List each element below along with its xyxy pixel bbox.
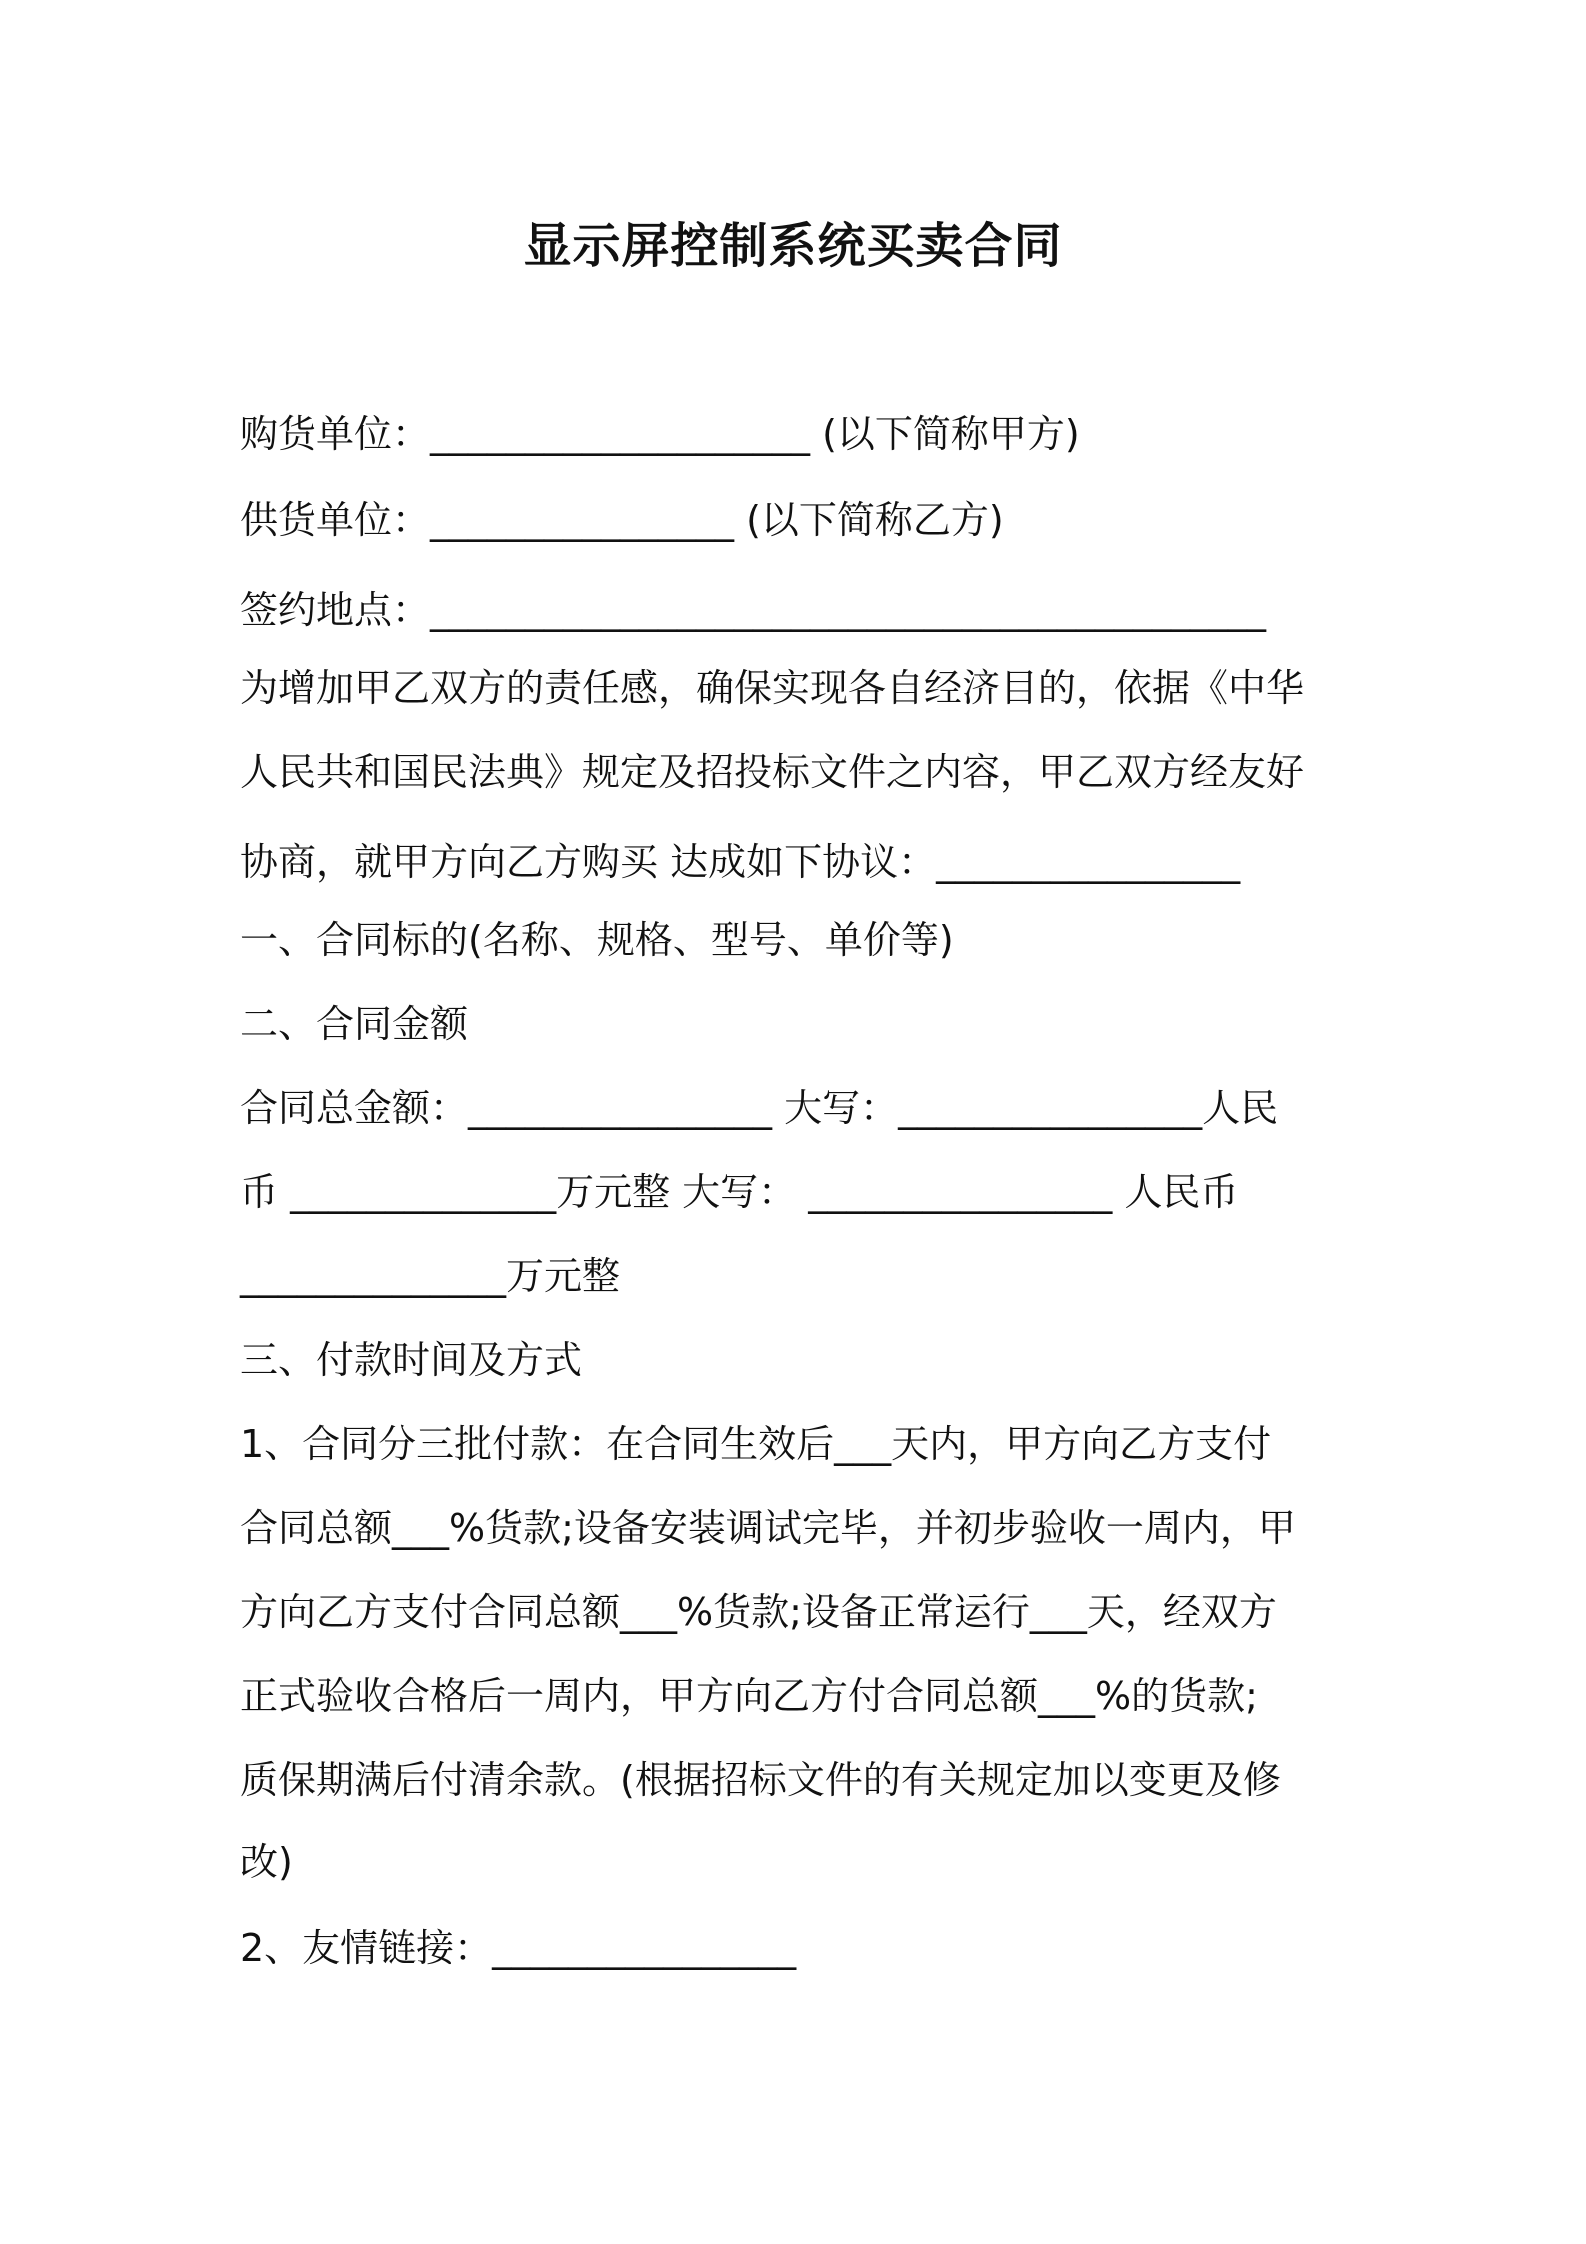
preamble-line-3: 协商，就甲方向乙方购买 达成如下协议：________________	[240, 840, 1241, 884]
payment-line-6: 改)	[240, 1840, 293, 1884]
section-2-heading: 二、合同金额	[240, 1002, 469, 1046]
supplier-line: 供货单位：________________ (以下简称乙方)	[240, 498, 1004, 542]
preamble-line-2: 人民共和国民法典》规定及招投标文件之内容，甲乙双方经友好	[240, 750, 1305, 794]
amount-words-end-line: ______________万元整	[240, 1254, 621, 1298]
buyer-line: 购货单位：____________________ (以下简称甲方)	[240, 412, 1080, 456]
payment-line-5: 质保期满后付清余款。(根据招标文件的有关规定加以变更及修	[240, 1758, 1281, 1802]
preamble-line-1: 为增加甲乙双方的责任感，确保实现各自经济目的，依据《中华	[240, 666, 1305, 710]
document-title: 显示屏控制系统买卖合同	[523, 218, 1063, 274]
payment-line-4: 正式验收合格后一周内，甲方向乙方付合同总额___%的货款;	[240, 1674, 1258, 1718]
payment-line-2: 合同总额___%货款;设备安装调试完毕，并初步验收一周内，甲	[240, 1506, 1296, 1550]
total-amount-line: 合同总金额：________________ 大写：________________人民	[240, 1086, 1279, 1130]
signing-place-line: 签约地点：____________________________________________	[240, 588, 1267, 632]
payment-line-3: 方向乙方支付合同总额___%货款;设备正常运行___天，经双方	[240, 1590, 1277, 1634]
amount-words-line: 币 ______________万元整 大写： ________________ 人民币	[240, 1170, 1239, 1214]
section-3-heading: 三、付款时间及方式	[240, 1338, 583, 1382]
section-1-heading: 一、合同标的(名称、规格、型号、单价等)	[240, 918, 954, 962]
payment-line-1: 1、合同分三批付款：在合同生效后___天内，甲方向乙方支付	[240, 1422, 1272, 1466]
friendly-link-line: 2、友情链接：________________	[240, 1926, 797, 1970]
